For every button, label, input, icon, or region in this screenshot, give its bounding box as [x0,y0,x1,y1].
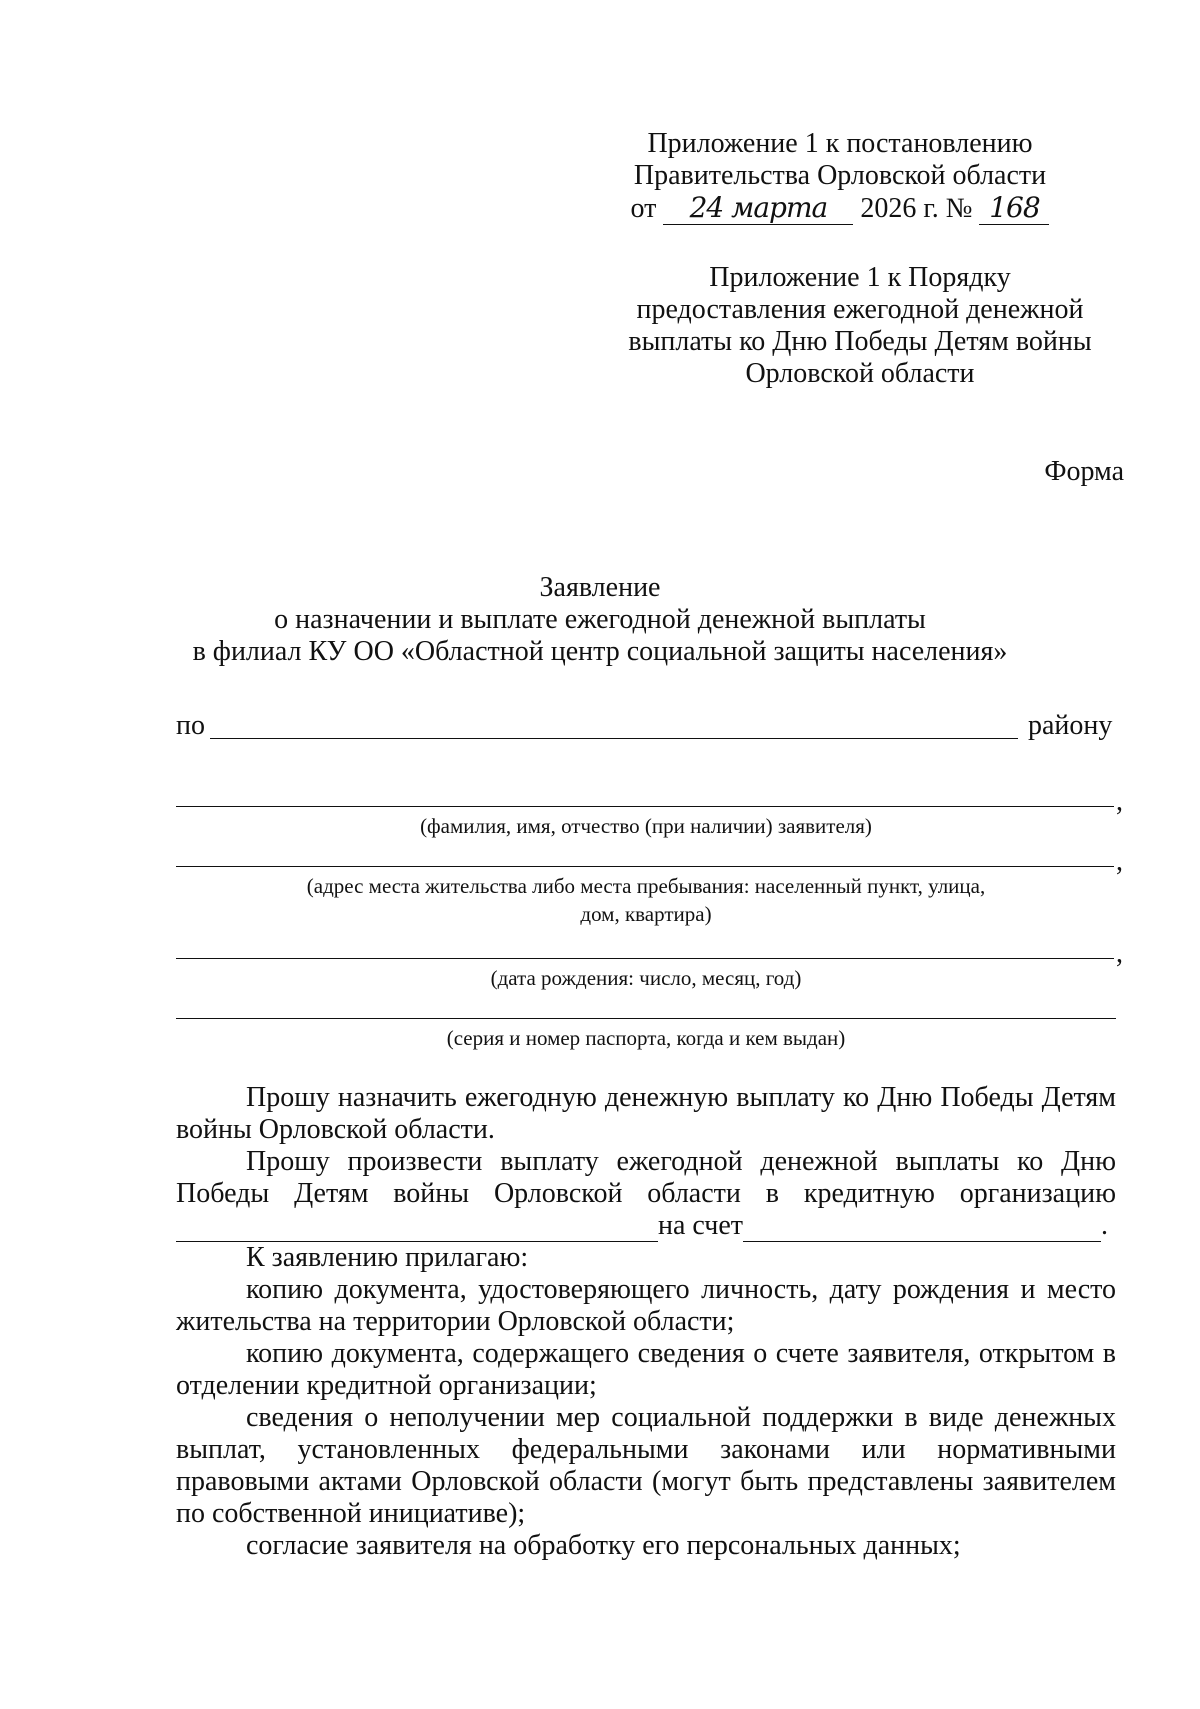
district-suffix: району [1028,710,1113,741]
document-title [180,572,1020,668]
account-end: . [1101,1210,1109,1241]
address-comma: , [1116,846,1123,877]
attachment-item-4: согласие заявителя на обработку его персональных данных; [246,1530,961,1561]
account-input-line[interactable] [743,1215,1101,1242]
attachment-item-3: сведения о неполучении мер социальной поддержки в виде денежных выплат, установленных федеральными законами или нормативными правовыми актами Орловской области (могут быть представлены заявителем по собственной инициативе); [176,1402,1116,1529]
attachment-item-2: копию документа, содержащего сведения о счете заявителя, открытом в отделении кредитной организации; [176,1338,1116,1401]
form-label: Форма [1044,456,1124,487]
year-number-label: 2026 г. № [860,193,973,224]
address-input-line[interactable] [176,866,1114,867]
attachment-item-1: копию документа, удостоверяющего личность, дату рождения и место жительства на территории Орловской области; [176,1274,1116,1337]
request-paragraph-1: Прошу назначить ежегодную денежную выплату ко Дню Победы Детям войны Орловской области. [176,1082,1116,1145]
birthdate-input-line[interactable] [176,958,1114,959]
handwritten-date: 24 марта [663,192,853,225]
title-line1: Заявление [539,572,661,603]
order-appendix-line2: предоставления ежегодной денежной [636,294,1084,325]
date-prefix: от [630,193,657,224]
title-line2: о назначении и выплате ежегодной денежной выплаты [274,604,926,635]
address-caption-line2: дом, квартира) [580,902,712,926]
resolution-appendix-header [600,128,1080,225]
handwritten-number: 168 [979,192,1049,225]
fio-comma: , [1116,786,1123,817]
birthdate-caption: (дата рождения: число, месяц, год) [490,966,802,990]
birthdate-comma: , [1116,938,1123,969]
order-appendix-line3: выплаты ко Дню Победы Детям войны [628,326,1092,357]
district-prefix: по [176,710,205,741]
order-appendix-line4: Орловской области [745,358,975,389]
passport-caption: (серия и номер паспорта, когда и кем выдан) [446,1026,846,1050]
title-line3: в филиал КУ ОО «Областной центр социальной защиты населения» [192,636,1008,667]
request-paragraph-2: Прошу произвести выплату ежегодной денежной выплаты ко Дню Победы Детям войны Орловской области в кредитную организацию [176,1146,1116,1209]
bank-input-line[interactable] [176,1215,658,1242]
fio-caption: (фамилия, имя, отчество (при наличии) заявителя) [420,814,872,838]
account-label: на счет [658,1210,744,1241]
resolution-appendix-line1: Приложение 1 к постановлению [647,128,1033,159]
attachments-intro: К заявлению прилагаю: [246,1242,529,1273]
resolution-date-line [600,192,1080,225]
district-input-line[interactable] [210,738,1018,739]
resolution-appendix-line2: Правительства Орловской области [633,160,1047,191]
passport-input-line[interactable] [176,1018,1116,1019]
order-appendix-line1: Приложение 1 к Порядку [709,262,1011,293]
address-caption-line1: (адрес места жительства либо места пребывания: населенный пункт, улица, [306,874,986,898]
application-body [176,1082,1116,1562]
fio-input-line[interactable] [176,806,1114,807]
account-line [176,1210,1116,1242]
order-appendix-header [600,262,1120,390]
